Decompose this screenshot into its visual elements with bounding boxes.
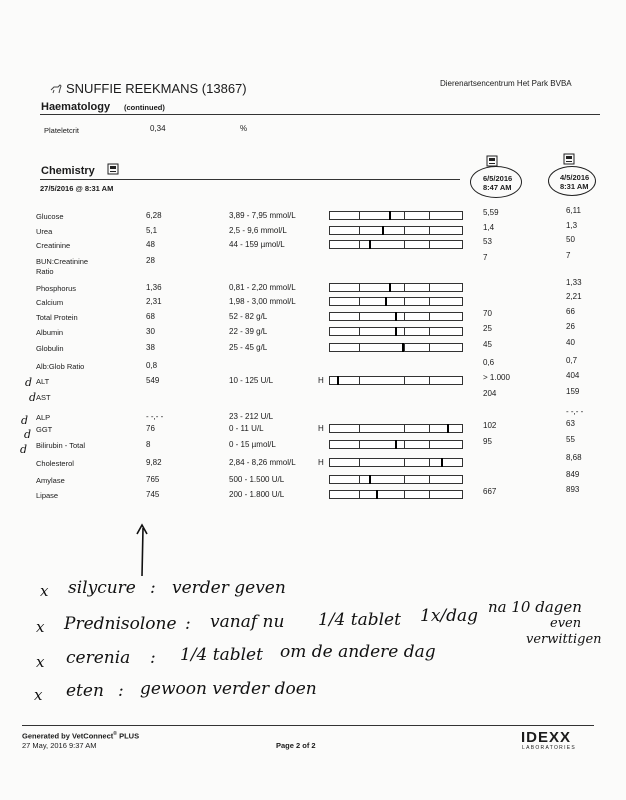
previous-value-1: 5,59 (483, 208, 499, 217)
note-4-colon: : (118, 681, 124, 701)
range-bar-tick (429, 344, 430, 351)
tick-alp: d (21, 414, 29, 427)
reference-range: 22 - 39 g/L (229, 327, 268, 336)
analyte-label: ALP (36, 413, 51, 422)
footer-rule (22, 725, 594, 726)
chemistry-datetime: 27/5/2016 @ 8:31 AM (40, 184, 114, 193)
range-bar-marker (337, 376, 339, 385)
range-bar-tick (404, 425, 405, 432)
note-4-instruction: gewoon verder doen (140, 679, 317, 699)
range-bar-tick (429, 241, 430, 248)
range-bar-tick (359, 313, 360, 320)
note-1-drug: silycure (68, 578, 136, 598)
previous-value-2: 893 (566, 485, 580, 494)
clinic-name: Dierenartsencentrum Het Park BVBA (440, 79, 572, 88)
note-2-after: na 10 dagen (488, 598, 582, 616)
arrow-up-icon (134, 522, 150, 578)
analyte-value: 38 (146, 343, 155, 352)
note-mark-3: x (36, 653, 45, 671)
previous-value-2: 7 (566, 251, 571, 260)
analyte-label: Lipase (36, 491, 59, 500)
analyte-label: Calcium (36, 298, 64, 307)
note-1-colon: : (150, 578, 156, 598)
previous-value-1: > 1.000 (483, 373, 510, 382)
range-bar-tick (359, 298, 360, 305)
note-1-instruction: verder geven (172, 578, 286, 598)
range-bar (329, 297, 463, 306)
range-bar-marker (385, 297, 387, 306)
analyte-label: Globulin (36, 344, 64, 353)
range-bar-tick (404, 313, 405, 320)
previous-value-2: 63 (566, 419, 575, 428)
col1-date: 6/5/2016 (483, 174, 513, 183)
range-bar-marker (402, 343, 404, 352)
reference-range: 0 - 15 µmol/L (229, 440, 276, 449)
plateletcrit-unit: % (240, 124, 248, 133)
note-mark-1: x (40, 582, 49, 600)
header-rule (40, 114, 600, 115)
analyte-value: 30 (146, 327, 155, 336)
analyte-value: 0,8 (146, 361, 158, 370)
range-bar-tick (404, 298, 405, 305)
range-bar (329, 327, 463, 336)
previous-value-2: 1,33 (566, 278, 582, 287)
note-2-colon: : (185, 614, 191, 634)
dog-icon (50, 84, 62, 94)
reference-range: 200 - 1.800 U/L (229, 490, 285, 499)
range-bar-tick (359, 425, 360, 432)
range-bar-marker (376, 490, 378, 499)
range-bar-tick (359, 212, 360, 219)
patient-name: SNUFFIE REEKMANS (13867) (66, 81, 247, 96)
range-bar-tick (359, 344, 360, 351)
range-bar-marker (369, 240, 371, 249)
footer-plus: PLUS (119, 731, 140, 741)
analyte-label: BUN:Creatinine (36, 257, 89, 266)
range-bar-marker (395, 440, 397, 449)
tick-bilirubin: d (20, 443, 28, 456)
reference-range: 1,98 - 3,00 mmol/L (229, 297, 296, 306)
note-mark-4: x (34, 686, 43, 704)
section-title-chemistry: Chemistry (41, 165, 95, 177)
footer-generated-text: Generated by VetConnect (22, 731, 114, 741)
reference-range: 23 - 212 U/L (229, 412, 274, 421)
range-bar (329, 343, 463, 352)
section-note: (continued) (124, 103, 165, 112)
reference-range: 25 - 45 g/L (229, 343, 268, 352)
note-2-frequency: 1x/dag (420, 606, 479, 626)
note-2-even: even (550, 616, 582, 631)
range-bar-marker (369, 475, 371, 484)
reference-range: 44 - 159 µmol/L (229, 240, 285, 249)
footer-date: 27 May, 2016 9:37 AM (22, 741, 97, 750)
chemistry-rule (40, 179, 460, 180)
idexx-logo: IDEXX (521, 729, 572, 746)
previous-value-1: 102 (483, 421, 497, 430)
reference-range: 0 - 11 U/L (229, 424, 264, 433)
analyte-label: Urea (36, 227, 53, 236)
range-bar-tick (429, 459, 430, 466)
note-2-notify: verwittigen (526, 632, 602, 647)
previous-value-2: - -,- - (566, 407, 584, 416)
range-bar-tick (429, 313, 430, 320)
plateletcrit-label: Plateletcrit (44, 126, 80, 135)
analyte-value: 1,36 (146, 283, 162, 292)
previous-value-2: 8,68 (566, 453, 582, 462)
analyte-value: 76 (146, 424, 155, 433)
range-bar-tick (359, 227, 360, 234)
analyte-label: Creatinine (36, 241, 71, 250)
range-bar-tick (429, 227, 430, 234)
footer-page: Page 2 of 2 (276, 741, 316, 750)
previous-value-2: 50 (566, 235, 575, 244)
previous-value-2: 1,3 (566, 221, 578, 230)
range-bar-tick (359, 476, 360, 483)
range-bar-tick (429, 212, 430, 219)
note-3-drug: cerenia (66, 648, 131, 668)
analyte-value: - -,- - (146, 412, 164, 421)
previous-value-1: 95 (483, 437, 492, 446)
range-bar-tick (404, 491, 405, 498)
range-bar (329, 240, 463, 249)
analyte-label: Glucose (36, 212, 64, 221)
range-bar-marker (395, 312, 397, 321)
range-bar-tick (429, 284, 430, 291)
range-bar (329, 211, 463, 220)
range-bar-tick (404, 377, 405, 384)
range-bar-marker (389, 211, 391, 220)
col2-time: 8:31 AM (560, 182, 589, 191)
analyte-label-line2: Ratio (36, 267, 54, 276)
range-bar-tick (359, 377, 360, 384)
range-bar (329, 490, 463, 499)
range-bar (329, 312, 463, 321)
footer-generated (22, 731, 139, 741)
previous-value-1: 53 (483, 237, 492, 246)
high-flag: H (318, 458, 324, 467)
range-bar-marker (447, 424, 449, 433)
analyte-label: AST (36, 393, 51, 402)
range-bar-tick (404, 241, 405, 248)
previous-value-1: 0,6 (483, 358, 495, 367)
idexx-logo-sub: LABORATORIES (522, 745, 577, 751)
previous-value-2: 55 (566, 435, 575, 444)
registered-mark: ® (113, 731, 117, 737)
reference-range: 10 - 125 U/L (229, 376, 274, 385)
range-bar-tick (404, 227, 405, 234)
previous-value-2: 26 (566, 322, 575, 331)
tick-ast: d (29, 391, 37, 404)
note-2-dose: 1/4 tablet (318, 610, 401, 630)
plateletcrit-value: 0,34 (150, 124, 166, 133)
range-bar-tick (359, 491, 360, 498)
range-bar (329, 376, 463, 385)
range-bar-tick (359, 241, 360, 248)
reference-range: 0,81 - 2,20 mmol/L (229, 283, 296, 292)
range-bar-tick (404, 476, 405, 483)
analyte-value: 48 (146, 240, 155, 249)
range-bar-tick (429, 328, 430, 335)
tick-alt: d (25, 376, 33, 389)
range-bar-marker (382, 226, 384, 235)
previous-value-2: 159 (566, 387, 580, 396)
range-bar-tick (404, 212, 405, 219)
range-bar (329, 440, 463, 449)
range-bar-tick (404, 344, 405, 351)
note-4-item: eten (66, 681, 104, 701)
analyzer-icon-col2 (563, 153, 575, 165)
previous-value-2: 6,11 (566, 206, 581, 215)
high-flag: H (318, 376, 324, 385)
previous-value-1: 667 (483, 487, 497, 496)
note-3-dose: 1/4 tablet (180, 645, 263, 665)
previous-value-1: 7 (483, 253, 488, 262)
analyte-value: 9,82 (146, 458, 162, 467)
range-bar-marker (389, 283, 391, 292)
analyte-value: 765 (146, 475, 160, 484)
reference-range: 500 - 1.500 U/L (229, 475, 285, 484)
previous-value-1: 204 (483, 389, 497, 398)
analyte-value: 745 (146, 490, 160, 499)
tick-ggt: d (24, 428, 32, 441)
range-bar-tick (359, 459, 360, 466)
range-bar (329, 458, 463, 467)
col2-date: 4/5/2016 (560, 173, 590, 182)
analyte-label: ALT (36, 377, 50, 386)
range-bar-tick (404, 328, 405, 335)
previous-value-2: 40 (566, 338, 575, 347)
reference-range: 3,89 - 7,95 mmol/L (229, 211, 296, 220)
note-2-start: vanaf nu (210, 612, 285, 632)
analyte-label: Phosphorus (36, 284, 77, 293)
previous-value-2: 2,21 (566, 292, 582, 301)
range-bar-tick (359, 328, 360, 335)
previous-value-2: 404 (566, 371, 580, 380)
range-bar-tick (429, 476, 430, 483)
range-bar-tick (429, 298, 430, 305)
range-bar (329, 226, 463, 235)
range-bar-tick (404, 441, 405, 448)
high-flag: H (318, 424, 324, 433)
reference-range: 2,84 - 8,26 mmol/L (229, 458, 296, 467)
note-2-drug: Prednisolone (64, 614, 177, 634)
analyte-label: Total Protein (36, 313, 78, 322)
note-3-colon: : (150, 648, 156, 668)
analyte-value: 8 (146, 440, 151, 449)
note-mark-2: x (36, 618, 45, 636)
analyte-value: 5,1 (146, 226, 158, 235)
range-bar (329, 424, 463, 433)
range-bar-marker (441, 458, 443, 467)
range-bar (329, 475, 463, 484)
previous-value-2: 0,7 (566, 356, 578, 365)
previous-value-1: 45 (483, 340, 492, 349)
analyte-label: GGT (36, 425, 53, 434)
previous-value-1: 1,4 (483, 223, 495, 232)
analyte-label: Amylase (36, 476, 65, 485)
analyte-label: Albumin (36, 328, 64, 337)
analyzer-icon (107, 163, 119, 175)
analyte-value: 2,31 (146, 297, 162, 306)
previous-value-1: 70 (483, 309, 492, 318)
reference-range: 52 - 82 g/L (229, 312, 268, 321)
note-3-frequency: om de andere dag (280, 642, 436, 662)
previous-value-1: 25 (483, 324, 492, 333)
analyte-value: 68 (146, 312, 155, 321)
analyte-label: Bilirubin - Total (36, 441, 86, 450)
range-bar-tick (359, 441, 360, 448)
reference-range: 2,5 - 9,6 mmol/L (229, 226, 287, 235)
analyte-value: 549 (146, 376, 160, 385)
range-bar-tick (404, 284, 405, 291)
range-bar-tick (429, 425, 430, 432)
previous-value-2: 66 (566, 307, 575, 316)
section-title-haematology: Haematology (41, 101, 111, 113)
analyte-value: 28 (146, 256, 155, 265)
analyte-label: Cholesterol (36, 459, 74, 468)
range-bar-tick (404, 459, 405, 466)
range-bar-tick (429, 377, 430, 384)
range-bar (329, 283, 463, 292)
range-bar-tick (359, 284, 360, 291)
range-bar-marker (395, 327, 397, 336)
col1-time: 8:47 AM (483, 183, 512, 192)
previous-value-2: 849 (566, 470, 580, 479)
analyte-value: 6,28 (146, 211, 162, 220)
analyte-label: Alb:Glob Ratio (36, 362, 85, 371)
range-bar-tick (429, 441, 430, 448)
range-bar-tick (429, 491, 430, 498)
